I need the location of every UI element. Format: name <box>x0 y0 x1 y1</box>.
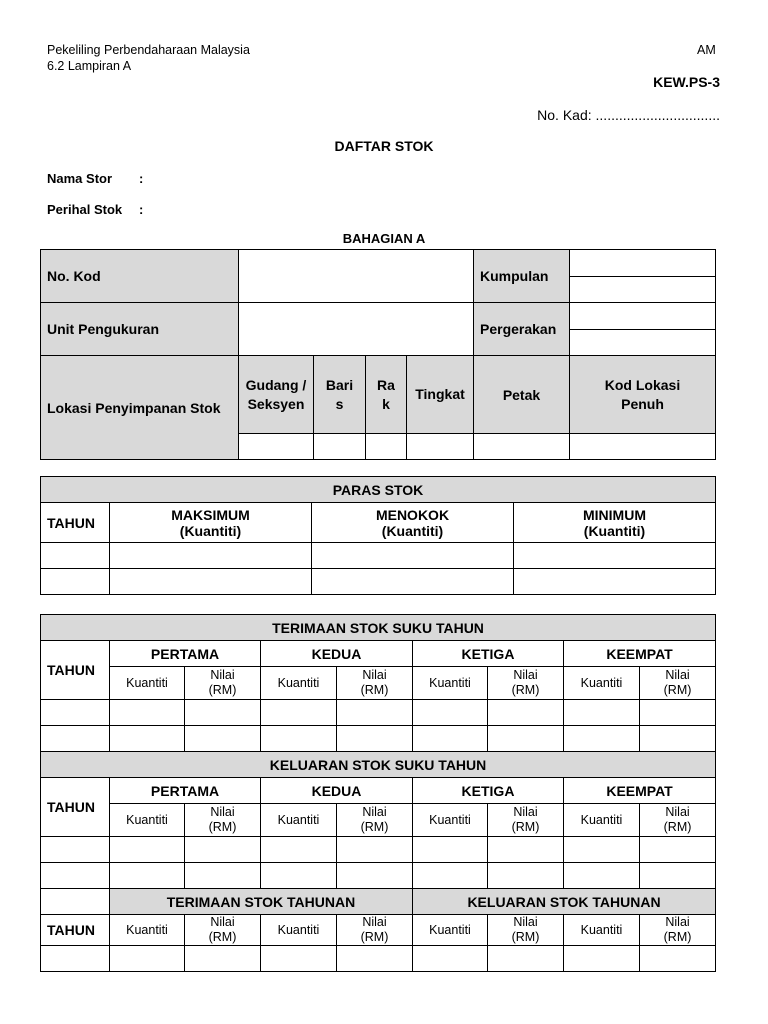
card-number: No. Kad: ................................ <box>537 107 720 123</box>
quarter-4-header: KEEMPAT <box>564 778 716 804</box>
warehouse-header-text: Gudang / Seksyen <box>245 376 307 412</box>
entry-cell[interactable] <box>564 946 640 972</box>
level-header-text: Tingkat <box>415 386 465 402</box>
group-value-cell[interactable] <box>570 250 716 277</box>
annual-receipt-heading: TERIMAAN STOK TAHUNAN <box>110 889 413 915</box>
section-a-heading: BAHAGIAN A <box>342 231 426 246</box>
annual-row <box>41 946 716 972</box>
entry-cell[interactable] <box>185 700 261 726</box>
reorder-header <box>312 503 514 543</box>
value-header-line2: (RM) <box>208 820 237 834</box>
entry-cell[interactable] <box>261 726 337 752</box>
entry-cell[interactable] <box>261 946 337 972</box>
stock-level-cell[interactable] <box>41 569 110 595</box>
value-header-line2: (RM) <box>360 820 389 834</box>
full-location-code-header-text: Kod Lokasi Penuh <box>604 376 681 412</box>
entry-cell[interactable] <box>110 946 185 972</box>
quarterly-issue-row <box>41 837 716 863</box>
value-header <box>337 915 413 946</box>
entry-cell[interactable] <box>488 700 564 726</box>
value-header-line1: Nilai <box>665 915 690 929</box>
circular-title: Pekeliling Perbendaharaan Malaysia <box>47 43 250 57</box>
entry-cell[interactable] <box>413 837 488 863</box>
rack-header <box>366 356 407 434</box>
annual-year-header: TAHUN <box>41 915 110 946</box>
entry-cell[interactable] <box>110 726 185 752</box>
quarterly-receipt-heading: TERIMAAN STOK SUKU TAHUN <box>41 615 716 641</box>
row-header-text: Baris <box>325 376 354 412</box>
value-header-line1: Nilai <box>210 805 235 819</box>
quantity-header: Kuantiti <box>261 804 337 837</box>
entry-cell[interactable] <box>41 726 110 752</box>
quarterly-receipt-row <box>41 700 716 726</box>
entry-cell[interactable] <box>110 700 185 726</box>
maximum-qty-note: (Kuantiti) <box>179 522 242 539</box>
value-header-line2: (RM) <box>208 930 237 944</box>
level-value-cell[interactable] <box>407 434 474 460</box>
value-header <box>337 667 413 700</box>
full-location-code-value-cell[interactable] <box>570 434 716 460</box>
movement-value-cell-2[interactable] <box>570 330 716 356</box>
value-header-line1: Nilai <box>513 668 538 682</box>
stock-level-cell[interactable] <box>110 543 312 569</box>
quantity-header: Kuantiti <box>261 915 337 946</box>
entry-cell[interactable] <box>41 700 110 726</box>
quarterly-issue-year-header: TAHUN <box>41 778 110 837</box>
entry-cell[interactable] <box>640 726 716 752</box>
entry-cell[interactable] <box>41 837 110 863</box>
reorder-qty-note: (Kuantiti) <box>381 522 444 539</box>
minimum-header <box>514 503 716 543</box>
entry-cell[interactable] <box>337 837 413 863</box>
value-header-line1: Nilai <box>665 668 690 682</box>
row-header <box>314 356 366 434</box>
entry-cell[interactable] <box>185 863 261 889</box>
entry-cell[interactable] <box>337 863 413 889</box>
full-location-code-header <box>570 356 716 434</box>
location-label: Lokasi Penyimpanan Stok <box>41 356 239 460</box>
entry-cell[interactable] <box>41 863 110 889</box>
reorder-label: MENOKOK <box>375 506 450 523</box>
value-header-line2: (RM) <box>360 683 389 697</box>
entry-cell[interactable] <box>261 700 337 726</box>
rack-value-cell[interactable] <box>366 434 407 460</box>
quantity-header: Kuantiti <box>110 667 185 700</box>
entry-cell[interactable] <box>413 726 488 752</box>
group-value-cell-2[interactable] <box>570 277 716 303</box>
value-header-line2: (RM) <box>663 820 692 834</box>
entry-cell[interactable] <box>110 863 185 889</box>
quantity-header: Kuantiti <box>413 915 488 946</box>
quantity-header: Kuantiti <box>564 915 640 946</box>
unit-value-cell[interactable] <box>239 303 474 356</box>
movement-value-cell[interactable] <box>570 303 716 330</box>
compartment-header: Petak <box>474 356 570 434</box>
movement-label-text: Pergerakan <box>480 321 557 337</box>
value-header <box>185 667 261 700</box>
value-header-line1: Nilai <box>362 915 387 929</box>
entry-cell[interactable] <box>488 726 564 752</box>
quantity-header: Kuantiti <box>110 804 185 837</box>
quarter-3-header: KETIGA <box>413 778 564 804</box>
value-header-line2: (RM) <box>208 683 237 697</box>
value-header-line1: Nilai <box>210 668 235 682</box>
quarterly-issue-row <box>41 863 716 889</box>
entry-cell[interactable] <box>110 837 185 863</box>
stock-level-heading: PARAS STOK <box>41 477 716 503</box>
quantity-header: Kuantiti <box>564 804 640 837</box>
value-header <box>640 667 716 700</box>
value-header-line1: Nilai <box>513 915 538 929</box>
entry-cell[interactable] <box>640 837 716 863</box>
value-header-line1: Nilai <box>362 668 387 682</box>
value-header-line1: Nilai <box>665 805 690 819</box>
value-header <box>488 667 564 700</box>
quarter-4-header: KEEMPAT <box>564 641 716 667</box>
store-name-label: Nama Stor <box>47 171 113 186</box>
group-label: Kumpulan <box>474 250 570 303</box>
stock-movement-table <box>40 614 716 972</box>
maximum-label: MAKSIMUM <box>171 506 250 523</box>
entry-cell[interactable] <box>185 726 261 752</box>
entry-cell[interactable] <box>488 837 564 863</box>
store-name-colon: : <box>139 171 144 186</box>
quantity-header: Kuantiti <box>110 915 185 946</box>
stock-level-cell[interactable] <box>312 569 514 595</box>
quarter-1-header: PERTAMA <box>110 778 261 804</box>
quantity-header: Kuantiti <box>564 667 640 700</box>
stock-level-year-header: TAHUN <box>41 503 110 543</box>
code-value-cell[interactable] <box>239 250 474 303</box>
quarter-2-header: KEDUA <box>261 641 413 667</box>
entry-cell[interactable] <box>564 837 640 863</box>
quarter-1-header: PERTAMA <box>110 641 261 667</box>
stock-level-cell[interactable] <box>514 543 716 569</box>
entry-cell[interactable] <box>488 863 564 889</box>
quarter-3-header: KETIGA <box>413 641 564 667</box>
value-header <box>185 915 261 946</box>
entry-cell[interactable] <box>564 726 640 752</box>
stock-level-cell[interactable] <box>41 543 110 569</box>
entry-cell[interactable] <box>185 946 261 972</box>
entry-cell[interactable] <box>640 700 716 726</box>
quarterly-receipt-year-header: TAHUN <box>41 641 110 700</box>
stock-subject-colon: : <box>139 202 144 217</box>
value-header <box>185 804 261 837</box>
entry-cell[interactable] <box>337 726 413 752</box>
value-header-line2: (RM) <box>360 930 389 944</box>
value-header-line1: Nilai <box>210 915 235 929</box>
quarterly-receipt-row <box>41 726 716 752</box>
entry-cell[interactable] <box>488 946 564 972</box>
value-header-line1: Nilai <box>362 805 387 819</box>
minimum-label: MINIMUM <box>583 506 646 523</box>
entry-cell[interactable] <box>337 946 413 972</box>
entry-cell[interactable] <box>413 700 488 726</box>
entry-cell[interactable] <box>261 837 337 863</box>
entry-cell[interactable] <box>413 946 488 972</box>
annual-issue-heading: KELUARAN STOK TAHUNAN <box>413 889 716 915</box>
rack-header-text: Rak <box>377 376 395 412</box>
entry-cell[interactable] <box>564 863 640 889</box>
form-code: KEW.PS-3 <box>653 74 720 90</box>
annual-blank-corner <box>41 889 110 915</box>
entry-cell[interactable] <box>185 837 261 863</box>
level-header <box>407 356 474 434</box>
entry-cell[interactable] <box>640 863 716 889</box>
entry-cell[interactable] <box>337 700 413 726</box>
quantity-header: Kuantiti <box>261 667 337 700</box>
code-label: No. Kod <box>41 250 239 303</box>
appendix-label: 6.2 Lampiran A <box>47 59 132 73</box>
row-value-cell[interactable] <box>314 434 366 460</box>
quantity-header: Kuantiti <box>413 804 488 837</box>
value-header <box>640 804 716 837</box>
entry-cell[interactable] <box>564 700 640 726</box>
page-title: DAFTAR STOK <box>334 138 434 154</box>
value-header-line1: Nilai <box>513 805 538 819</box>
quarter-2-header: KEDUA <box>261 778 413 804</box>
minimum-qty-note: (Kuantiti) <box>583 522 646 539</box>
value-header <box>337 804 413 837</box>
unit-label: Unit Pengukuran <box>41 303 239 356</box>
quantity-header: Kuantiti <box>413 667 488 700</box>
value-header-line2: (RM) <box>663 683 692 697</box>
warehouse-value-cell[interactable] <box>239 434 314 460</box>
stock-level-cell[interactable] <box>312 543 514 569</box>
entry-cell[interactable] <box>413 863 488 889</box>
quarterly-issue-heading: KELUARAN STOK SUKU TAHUN <box>41 752 716 778</box>
stock-level-cell[interactable] <box>110 569 312 595</box>
compartment-value-cell[interactable] <box>474 434 570 460</box>
value-header-line2: (RM) <box>511 820 540 834</box>
value-header-line2: (RM) <box>511 683 540 697</box>
stock-level-cell[interactable] <box>514 569 716 595</box>
warehouse-header <box>239 356 314 434</box>
movement-label <box>474 303 570 356</box>
entry-cell[interactable] <box>41 946 110 972</box>
value-header-line2: (RM) <box>663 930 692 944</box>
am-code: AM <box>697 43 716 57</box>
entry-cell[interactable] <box>640 946 716 972</box>
stock-level-table <box>40 476 716 595</box>
value-header <box>640 915 716 946</box>
stock-subject-label: Perihal Stok <box>47 202 123 217</box>
entry-cell[interactable] <box>261 863 337 889</box>
maximum-header <box>110 503 312 543</box>
value-header-line2: (RM) <box>511 930 540 944</box>
value-header <box>488 915 564 946</box>
section-a-table <box>40 249 716 460</box>
value-header <box>488 804 564 837</box>
